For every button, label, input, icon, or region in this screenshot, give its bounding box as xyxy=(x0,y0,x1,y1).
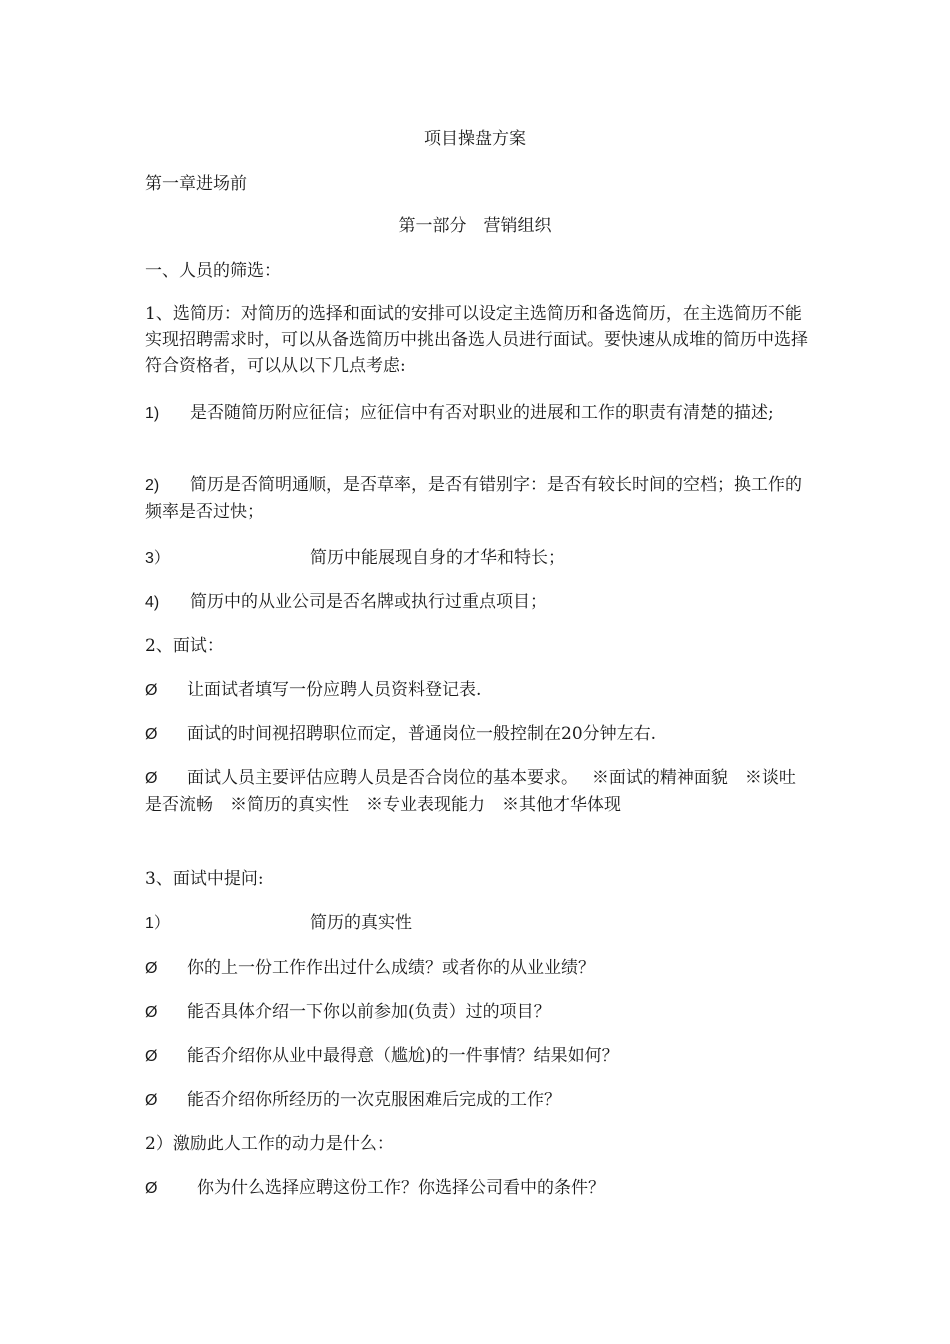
list-marker: 2) xyxy=(145,477,160,494)
chapter-heading: 第一章进场前 xyxy=(145,174,247,194)
bullet-text: 让面试者填写一份应聘人员资料登记表. xyxy=(187,680,482,700)
bullet-marker: Ø xyxy=(145,1180,158,1197)
bullet-item xyxy=(145,1087,810,1114)
bullet-item xyxy=(145,765,808,818)
paragraph-resume-selection: 1、选简历：对简历的选择和面试的安排可以设定主选简历和备选简历，在主选简历不能实现招聘需求时，可以从备选简历中挑出备选人员进行面试。要快速从成堆的简历中选择符合资格者，可以从以下几点考虑: xyxy=(145,304,808,376)
list-item-text: 简历是否简明通顺，是否草率，是否有错别字：是否有较长时间的空档；换工作的频率是否过快； xyxy=(145,475,802,522)
list-marker: 4) xyxy=(145,594,160,611)
bullet-text: 面试的时间视招聘职位而定，普通岗位一般控制在20分钟左右. xyxy=(187,724,657,744)
list-item-text: 简历中的从业公司是否名牌或执行过重点项目； xyxy=(190,592,547,612)
document-title: 项目操盘方案 xyxy=(424,129,526,149)
bullet-marker: Ø xyxy=(145,1048,158,1065)
bullet-text: 你的上一份工作作出过什么成绩？或者你的从业业绩？ xyxy=(187,958,595,978)
bullet-marker: Ø xyxy=(145,726,158,743)
bullet-item xyxy=(145,999,810,1026)
bullet-marker: Ø xyxy=(145,770,158,787)
bullet-text: 能否介绍你所经历的一次克服困难后完成的工作？ xyxy=(187,1090,561,1110)
bullet-text: 你为什么选择应聘这份工作？你选择公司看中的条件？ xyxy=(197,1178,605,1198)
list-item xyxy=(145,910,810,937)
list-item-text: 简历中能展现自身的才华和特长； xyxy=(310,548,565,568)
bullet-marker: Ø xyxy=(145,1004,158,1021)
list-item xyxy=(145,545,810,572)
list-marker: 1) xyxy=(145,405,160,422)
section-heading-questions: 3、面试中提问: xyxy=(145,869,264,889)
bullet-item xyxy=(145,1175,810,1202)
list-marker: 3） xyxy=(145,550,170,567)
list-item-text: 简历的真实性 xyxy=(310,913,412,933)
bullet-marker: Ø xyxy=(145,1092,158,1109)
list-item xyxy=(145,400,808,427)
bullet-marker: Ø xyxy=(145,682,158,699)
bullet-item xyxy=(145,1043,810,1070)
bullet-item xyxy=(145,677,810,704)
list-item xyxy=(145,472,808,525)
section-heading-interview: 2、面试： xyxy=(145,636,224,656)
list-item-text: 是否随简历附应征信；应征信中有否对职业的进展和工作的职责有清楚的描述; xyxy=(190,403,774,423)
bullet-text: 面试人员主要评估应聘人员是否合岗位的基本要求。 ※面试的精神面貌 ※谈吐是否流畅 ※简历的真实性 ※专业表现能力 ※其他才华体现 xyxy=(145,768,796,815)
bullet-text: 能否具体介绍一下你以前参加(负责）过的项目？ xyxy=(187,1002,551,1022)
list-item xyxy=(145,589,810,616)
bullet-item xyxy=(145,721,810,748)
part-heading: 第一部分 营销组织 xyxy=(398,216,552,236)
bullet-marker: Ø xyxy=(145,960,158,977)
section-heading-screening: 一、人员的筛选： xyxy=(145,261,281,281)
bullet-text: 能否介绍你从业中最得意（尴尬)的一件事情？结果如何？ xyxy=(187,1046,619,1066)
bullet-item xyxy=(145,955,810,982)
subsection-heading-motivation: 2）激励此人工作的动力是什么： xyxy=(145,1134,394,1154)
list-marker: 1） xyxy=(145,915,170,932)
